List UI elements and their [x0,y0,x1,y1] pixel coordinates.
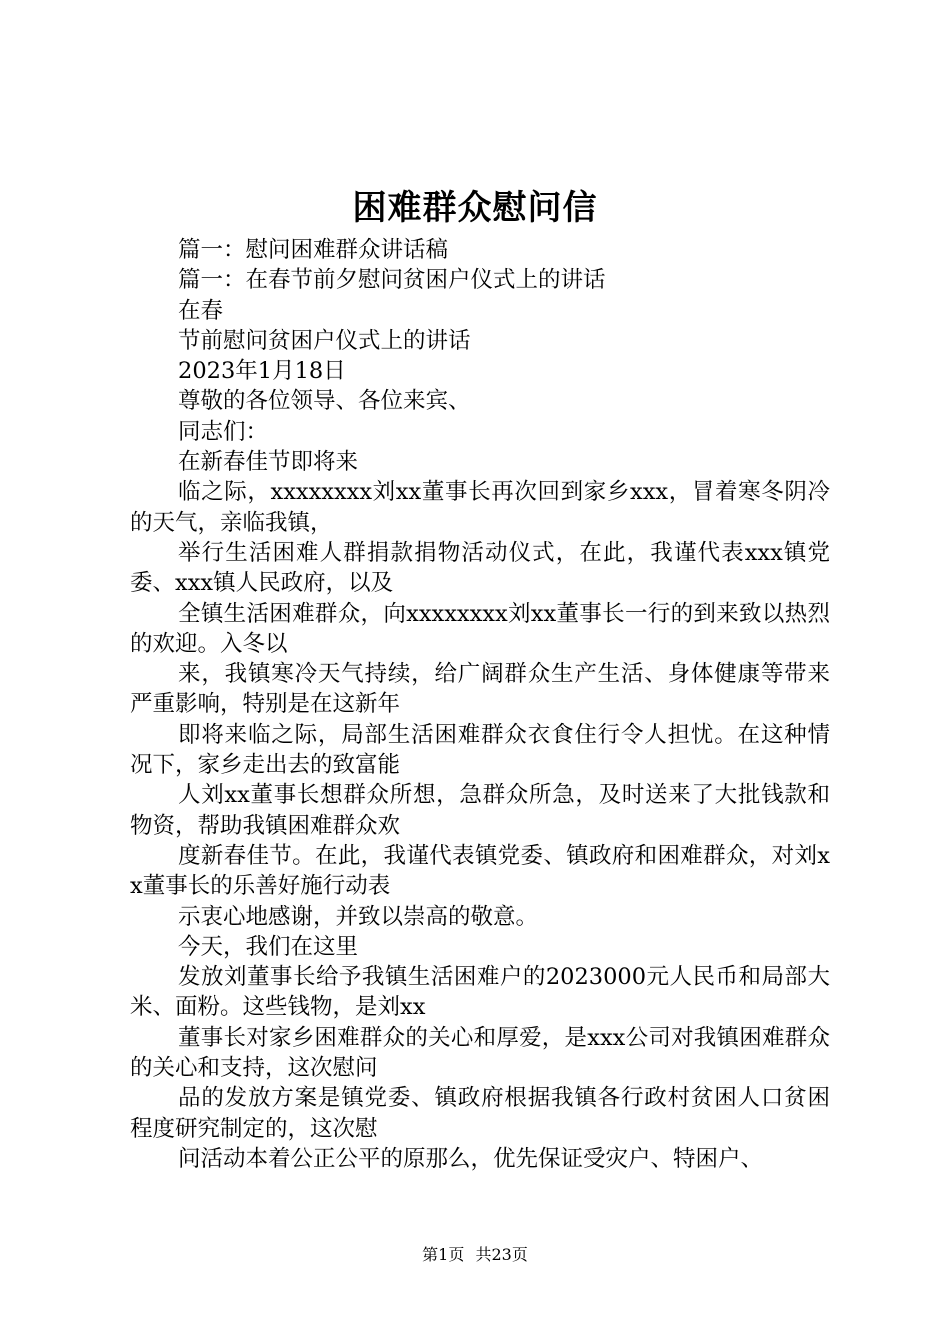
paragraph: 节前慰问贫困户仪式上的讲话 [178,327,471,354]
paragraph: 今天，我们在这里 [178,933,359,960]
paragraph: 同志们： [178,418,269,445]
page-footer [0,1244,950,1266]
paragraph: 尊敬的各位领导、各位来宾、 [178,388,471,415]
paragraph: 董事长对家乡困难群众的关心和厚爱，是xxx公司对我镇困难群众的关心和支持，这次慰问 [130,1024,830,1082]
paragraph: 篇一：在春节前夕慰问贫困户仪式上的讲话 [178,267,606,294]
paragraph: 人刘xx董事长想群众所想，急群众所急，及时送来了大批钱款和物资，帮助我镇困难群众欢 [130,782,830,839]
paragraph: 示衷心地感谢，并致以崇高的敬意。 [178,903,539,930]
paragraph: 在新春佳节即将来 [178,449,359,476]
paragraph: 全镇生活困难群众，向xxxxxxxx刘xx董事长一行的到来致以热烈的欢迎。入冬以 [130,600,830,657]
page-number: 第1页 [422,1245,465,1264]
page-total: 共23页 [475,1245,528,1264]
document-title: 困难群众慰问信 [352,188,598,228]
paragraph: 在春 [178,297,224,324]
paragraph: 问活动本着公正公平的原那么，优先保证受灾户、特困户、 [178,1145,764,1172]
paragraph: 篇一：慰问困难群众讲话稿 [178,237,449,263]
paragraph: 度新春佳节。在此，我谨代表镇党委、镇政府和困难群众，对刘xx董事长的乐善好施行动表 [130,842,830,900]
paragraph: 品的发放方案是镇党委、镇政府根据我镇各行政村贫困人口贫困程度研究制定的，这次慰 [130,1085,830,1142]
paragraph: 2023年1月18日 [178,358,346,385]
document-body [130,235,830,1174]
paragraph: 临之际，xxxxxxxx刘xx董事长再次回到家乡xxx，冒着寒冬阴冷的天气，亲临我镇， [130,479,830,536]
paragraph: 举行生活困难人群捐款捐物活动仪式，在此，我谨代表xxx镇党委、xxx镇人民政府，以及 [130,539,830,597]
paragraph: 即将来临之际，局部生活困难群众衣食住行令人担忧。在这种情况下，家乡走出去的致富能 [130,721,830,779]
paragraph: 发放刘董事长给予我镇生活困难户的2023000元人民币和局部大米、面粉。这些钱物，是刘xx [130,964,830,1021]
paragraph: 来，我镇寒冷天气持续，给广阔群众生产生活、身体健康等带来严重影响，特别是在这新年 [130,661,830,718]
